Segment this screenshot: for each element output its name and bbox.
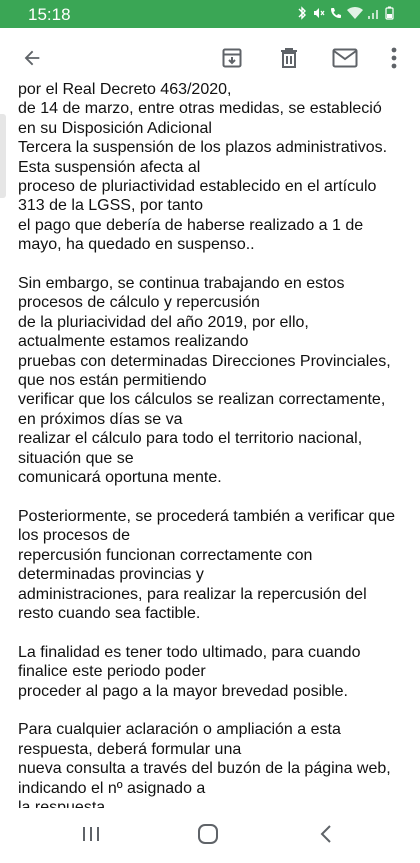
home-icon xyxy=(197,823,219,850)
email-body[interactable] xyxy=(0,81,420,808)
text-line: por el Real Decreto 463/2020, xyxy=(18,81,232,98)
more-vert-icon xyxy=(391,47,397,74)
call-icon xyxy=(329,6,343,23)
back-arrow-icon xyxy=(21,47,43,74)
text-line: proceso de pluriactividad establecido en el artículo xyxy=(18,178,377,196)
system-nav-bar xyxy=(0,808,420,863)
bluetooth-icon xyxy=(297,6,307,23)
archive-icon xyxy=(220,46,244,75)
text-line: en próximos días se va xyxy=(18,410,183,428)
status-icons xyxy=(297,6,394,23)
text-line: Esta suspensión afecta al xyxy=(18,158,201,176)
paragraph-1 xyxy=(18,80,410,255)
email-body-text xyxy=(18,80,410,837)
text-line: de la pluriacividad del año 2019, por ello, xyxy=(18,313,309,331)
text-line: actualmente estamos realizando xyxy=(18,333,249,351)
text-line: Tercera la suspensión de los plazos administrativos. xyxy=(18,139,388,157)
text-line: en su Disposición Adicional xyxy=(18,119,212,137)
text-line: determinadas provincias y xyxy=(18,566,204,584)
signal-icon xyxy=(367,6,381,23)
back-button[interactable] xyxy=(16,44,48,76)
delete-icon xyxy=(278,46,300,75)
text-line: proceder al pago a la mayor brevedad posible. xyxy=(18,682,348,700)
text-line: 313 de la LGSS, por tanto xyxy=(18,197,204,215)
text-line: realizar el cálculo para todo el territorio nacional, xyxy=(18,430,363,448)
mark-unread-button[interactable] xyxy=(329,44,361,76)
text-line: los procesos de xyxy=(18,527,131,545)
back-nav-button[interactable] xyxy=(311,822,341,850)
paragraph-5 xyxy=(18,720,410,817)
text-line: que nos están permitiendo xyxy=(18,372,207,390)
text-line: Sin embargo, se continua trabajando en estos xyxy=(18,275,345,293)
paragraph-2 xyxy=(18,274,410,487)
text-line: Posteriormente, se procederá también a verificar que xyxy=(18,507,396,525)
more-options-button[interactable] xyxy=(378,44,410,76)
delete-button[interactable] xyxy=(273,44,305,76)
recents-button[interactable] xyxy=(76,822,106,850)
wifi-icon xyxy=(347,6,363,23)
mute-icon xyxy=(311,6,325,23)
text-line: verificar que los cálculos se realizan correctamente, xyxy=(18,391,386,409)
text-line: respuesta, deberá formular una xyxy=(18,740,242,758)
paragraph-4 xyxy=(18,643,410,701)
text-line: La finalidad es tener todo ultimado, para cuando xyxy=(18,643,361,661)
text-line: finalice este periodo poder xyxy=(18,663,206,681)
text-line: administraciones, para realizar la repercusión del xyxy=(18,585,367,603)
text-line: de 14 de marzo, entre otras medidas, se estableció xyxy=(18,100,382,118)
text-line: Para cualquier aclaración o ampliación a esta xyxy=(18,721,341,739)
archive-button[interactable] xyxy=(216,44,248,76)
text-line: procesos de cálculo y repercusión xyxy=(18,294,260,312)
status-bar xyxy=(0,0,420,28)
text-line: mayo, ha quedado en suspenso.. xyxy=(18,236,255,254)
battery-icon xyxy=(385,6,394,23)
mark-unread-icon xyxy=(332,48,358,73)
text-line: indicando el nº asignado a xyxy=(18,779,206,797)
paragraph-3 xyxy=(18,507,410,623)
text-line: resto cuando sea factible. xyxy=(18,604,201,622)
text-line: comunicará oportuna mente. xyxy=(18,469,222,487)
status-time: 15:18 xyxy=(28,5,71,24)
text-line: pruebas con determinadas Direcciones Provinciales, xyxy=(18,352,391,370)
text-line: nueva consulta a través del buzón de la página web, xyxy=(18,760,391,778)
back-icon xyxy=(319,824,333,849)
home-button[interactable] xyxy=(193,822,223,850)
text-line: situación que se xyxy=(18,449,134,467)
scroll-indicator[interactable] xyxy=(0,114,6,198)
recents-icon xyxy=(81,825,101,848)
text-line: el pago que debería de haberse realizado a 1 de xyxy=(18,216,364,234)
text-line: repercusión funcionan correctamente con xyxy=(18,546,313,564)
